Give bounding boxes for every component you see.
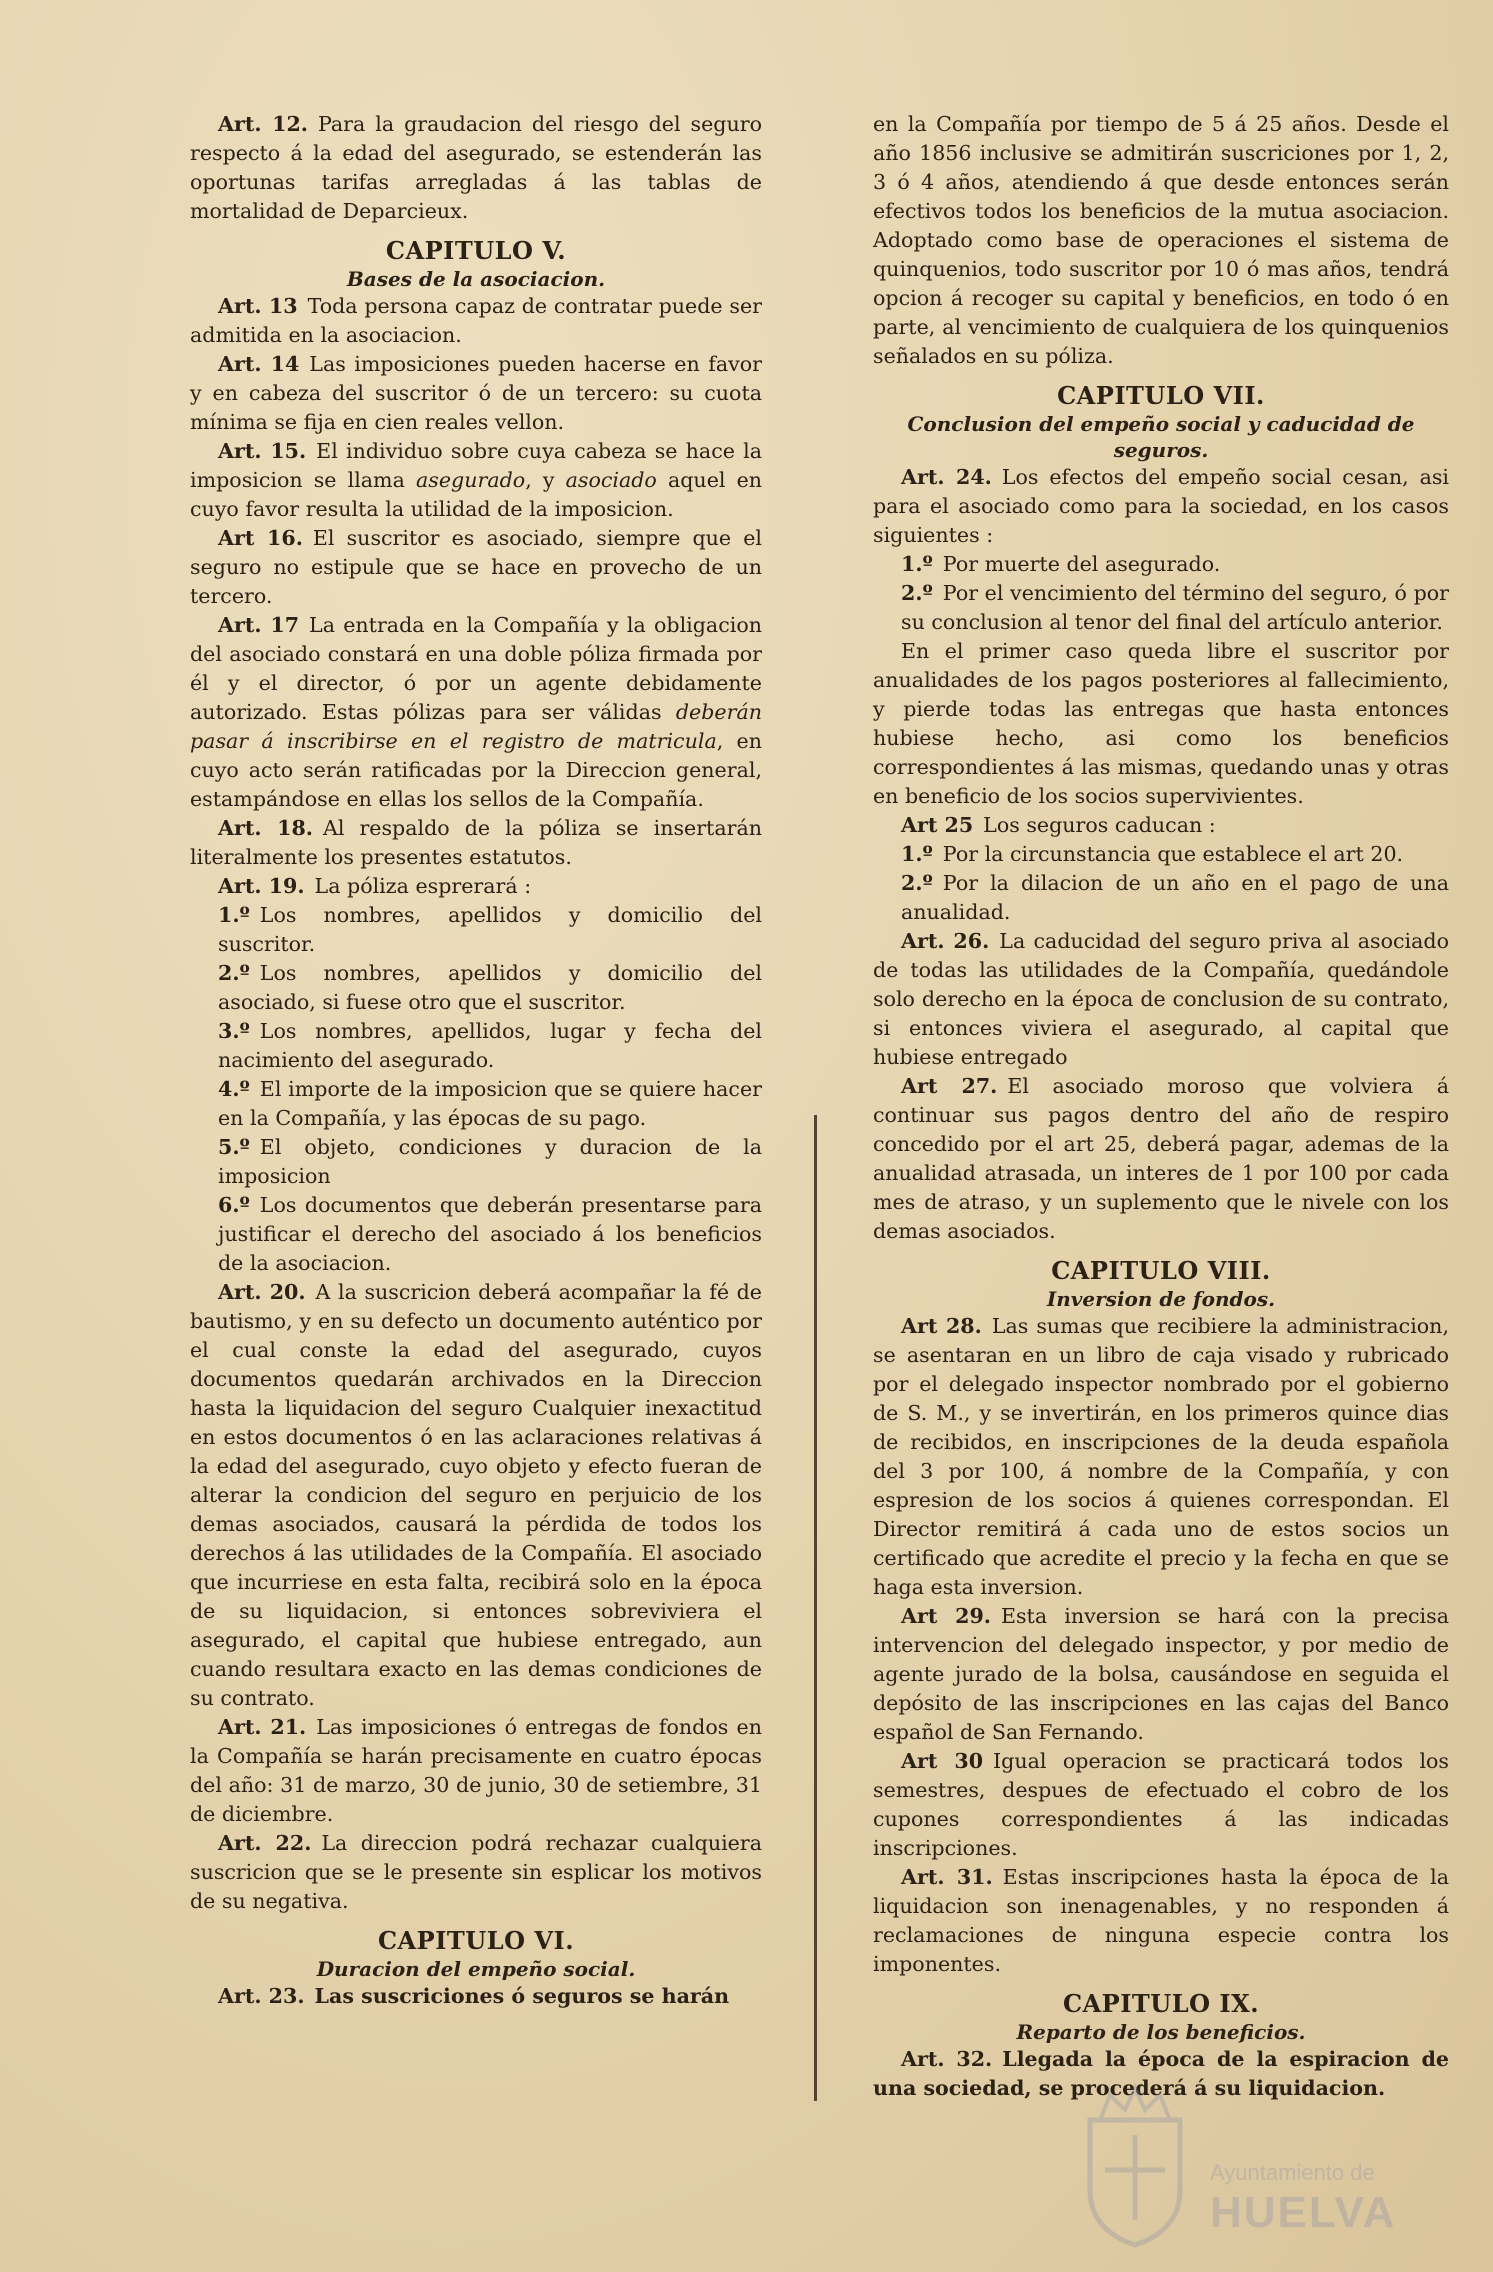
article-28: Art 28. Las sumas que recibiere la administracion, se asentaran en un libro de caja visado y rubricado por el delegado inspector nombrado por el gobierno de S. M., y se invertirán, en los primeros quince dias de recibidos, en inscripciones de la deuda española del 3 por 100, á nombre de la Compañía, y con espresion de los socios á quienes correspondan. El Director remitirá á cada uno de estos socios un certificado que acredite el precio y la fecha en que se haga esta inversion. [873,1314,1449,1599]
article-25-item: 1.º Por la circunstancia que establece el art 20. [901,842,1404,866]
chapter-7-title: CAPITULO VII. [1057,381,1265,410]
article-19-item: 4.º El importe de la imposicion que se quiere hacer en la Compañía, y las épocas de su pago. [218,1077,762,1130]
article-19: Art. 19. La póliza esprerará : [218,874,532,898]
article-19-item: 2.º Los nombres, apellidos y domicilio del asociado, si fuese otro que el suscritor. [218,961,762,1014]
article-21: Art. 21. Las imposiciones ó entregas de fondos en la Compañía se harán precisamente en cuatro épocas del año: 31 de marzo, 30 de junio, 30 de setiembre, 31 de diciembre. [190,1715,762,1826]
watermark-logo [1080,2070,1450,2260]
chapter-6-subtitle: Duracion del empeño social. [316,1957,636,1981]
chapter-5-title: CAPITULO V. [385,236,567,265]
article-17: Art. 17 La entrada en la Compañía y la obligacion del asociado constará en una doble póliza firmada por él y el director, ó por un agente debidamente autorizado. Estas pólizas para ser válidas deberán pasar á inscribirse en el registro de matricula, en cuyo acto serán ratificadas por la Direccion general, estampándose en ellas los sellos de la Compañía. [190,613,762,811]
article-13: Art. 13 Toda persona capaz de contratar puede ser admitida en la asociacion. [190,294,762,347]
article-23-continuation: en la Compañía por tiempo de 5 á 25 años. Desde el año 1856 inclusive se admitirán suscriciones por 1, 2, 3 ó 4 años, atendiendo á que desde entonces serán efectivos todos los beneficios de la mutua asociacion. Adoptado como base de operaciones el sistema de quinquenios, todo suscritor por 10 ó mas años, tendrá opcion á recoger su capital y beneficios, en todo ó en parte, al vencimiento de cualquiera de los quinquenios señalados en su póliza. [873,112,1449,368]
article-18: Art. 18. Al respaldo de la póliza se insertarán literalmente los presentes estatutos. [190,816,762,869]
chapter-8-title: CAPITULO VIII. [1051,1256,1271,1285]
chapter-9-subtitle: Reparto de los beneficios. [1016,2020,1306,2044]
article-24-paragraph: En el primer caso queda libre el suscritor por anualidades de los pagos posteriores al fallecimiento, y pierde todas las entregas que hasta entonces hubiese hecho, asi como los beneficios correspondientes á las mismas, quedando unas y otras en beneficio de los socios supervivientes. [873,639,1449,808]
article-19-item: 5.º El objeto, condiciones y duracion de la imposicion [218,1135,762,1188]
right-column [873,110,1449,2103]
article-12: Art. 12. Para la graudacion del riesgo del seguro respecto á la edad del asegurado, se estenderán las oportunas tarifas arregladas á las tablas de mortalidad de Deparcieux. [190,112,762,223]
chapter-7-subtitle: Conclusion del empeño social y caducidad de seguros. [907,412,1415,462]
column-divider [814,1115,817,2101]
article-29: Art 29. Esta inversion se hará con la precisa intervencion del delegado inspector, y por medio de agente jurado de la bolsa, causándose en seguida el depósito de las inscripciones en las cajas del Banco español de San Fernando. [873,1604,1449,1744]
article-32: Art. 32. Llegada la época de la espiracion de una sociedad, se procederá á su liquidacion. [873,2047,1449,2100]
article-26: Art. 26. La caducidad del seguro priva al asociado de todas las utilidades de la Compañía, quedándole solo derecho en la época de conclusion de su contrato, si entonces viviera el asegurado, al capital que hubiese entregado [873,929,1449,1069]
crest-icon [1080,2080,1190,2250]
article-23: Art. 23. Las suscriciones ó seguros se harán [218,1984,730,2008]
article-24-item: 1.º Por muerte del asegurado. [901,552,1221,576]
article-25: Art 25 Los seguros caducan : [901,813,1216,837]
watermark-line1: Ayuntamiento de [1210,2160,1375,2185]
article-16: Art 16. El suscritor es asociado, siempre que el seguro no estipule que se hace en provecho de un tercero. [190,526,762,608]
article-25-item: 2.º Por la dilacion de un año en el pago de una anualidad. [901,871,1449,924]
article-19-item: 1.º Los nombres, apellidos y domicilio del suscritor. [218,903,762,956]
article-20: Art. 20. A la suscricion deberá acompañar la fé de bautismo, y en su defecto un documento auténtico por el cual conste la edad del asegurado, cuyos documentos quedarán archivados en la Direccion hasta la liquidacion del seguro Cualquier inexactitud en estos documentos ó en las aclaraciones relativas á la edad del asegurado, cuyo objeto y efecto fueran de alterar la condicion del seguro en perjuicio de los demas asociados, causará la pérdida de todos los derechos á las utilidades de la Compañía. El asociado que incurriese en esta falta, recibirá solo en la época de su liquidacion, si entonces sobreviviera el asegurado, el capital que hubiese entregado, aun cuando resultara exacto en las demas condiciones de su contrato. [190,1280,762,1710]
article-31: Art. 31. Estas inscripciones hasta la época de la liquidacion son inenagenables, y no responden á reclamaciones de ninguna especie contra los imponentes. [873,1865,1449,1976]
article-30: Art 30 Igual operacion se practicará todos los semestres, despues de efectuado el cobro de los cupones correspondientes á las indicadas inscripciones. [873,1749,1449,1860]
watermark-line2: HUELVA [1210,2188,1397,2237]
article-22: Art. 22. La direccion podrá rechazar cualquiera suscricion que se le presente sin esplicar los motivos de su negativa. [190,1831,762,1913]
chapter-8-subtitle: Inversion de fondos. [1046,1287,1276,1311]
left-column [190,110,762,2011]
article-27: Art 27. El asociado moroso que volviera á continuar sus pagos dentro del año de respiro concedido por el art 25, deberá pagar, ademas de la anualidad atrasada, un interes de 1 por 100 por cada mes de atraso, y un suplemento que le nivele con los demas asociados. [873,1074,1449,1243]
chapter-6-title: CAPITULO VI. [377,1926,575,1955]
article-24: Art. 24. Los efectos del empeño social cesan, asi para el asociado como para la sociedad, en los casos siguientes : [873,465,1449,547]
article-19-item: 6.º Los documentos que deberán presentarse para justificar el derecho del asociado á los beneficios de la asociacion. [218,1193,762,1275]
article-19-item: 3.º Los nombres, apellidos, lugar y fecha del nacimiento del asegurado. [218,1019,762,1072]
chapter-9-title: CAPITULO IX. [1062,1989,1260,2018]
article-24-item: 2.º Por el vencimiento del término del seguro, ó por su conclusion al tenor del final del artículo anterior. [901,581,1449,634]
article-14: Art. 14 Las imposiciones pueden hacerse en favor y en cabeza del suscritor ó de un tercero: su cuota mínima se fija en cien reales vellon. [190,352,762,434]
chapter-5-subtitle: Bases de la asociacion. [346,267,606,291]
article-15: Art. 15. El individuo sobre cuya cabeza se hace la imposicion se llama asegurado, y asociado aquel en cuyo favor resulta la utilidad de la imposicion. [190,439,763,521]
